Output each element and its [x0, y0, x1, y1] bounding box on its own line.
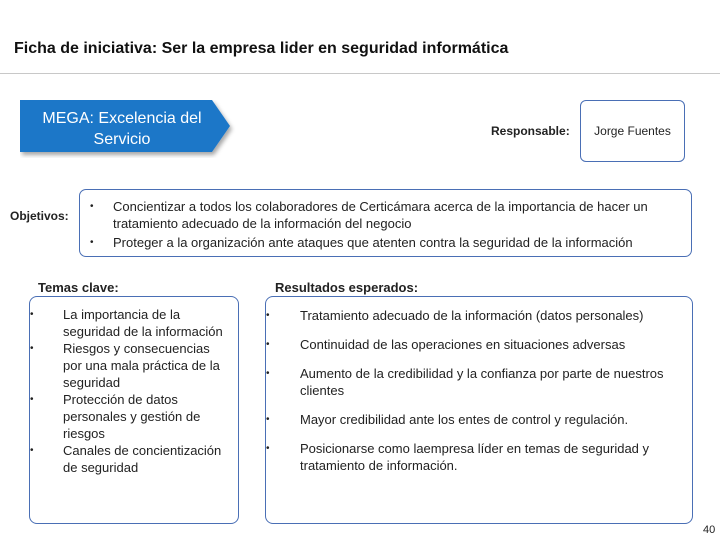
bullet-icon: • [266, 368, 270, 379]
objetivo-item [90, 234, 681, 251]
responsable-value: Jorge Fuentes [594, 124, 671, 138]
resultados-box [265, 296, 693, 524]
resultado-item [266, 307, 682, 324]
temas-label: Temas clave: [38, 280, 119, 295]
objetivo-item [90, 198, 681, 232]
responsable-label: Responsable: [491, 124, 570, 138]
tema-text: Canales de concientización de seguridad [63, 443, 222, 475]
tema-item [30, 340, 230, 391]
objetivo-text: Proteger a la organización ante ataques que atenten contra la seguridad de la información [113, 235, 633, 250]
mega-line-2: Servicio [93, 131, 151, 148]
resultados-label: Resultados esperados: [275, 280, 419, 295]
mega-line-1: MEGA: Excelencia del [42, 110, 202, 127]
bullet-icon: • [30, 445, 34, 456]
resultado-text: Tratamiento adecuado de la información (datos personales) [300, 308, 644, 323]
resultado-text: Aumento de la credibilidad y la confianza por parte de nuestros clientes [300, 366, 664, 398]
page-title: Ficha de iniciativa: Ser la empresa lider en seguridad informática [14, 40, 509, 57]
bullet-icon: • [30, 309, 34, 320]
resultado-text: Continuidad de las operaciones en situaciones adversas [300, 337, 626, 352]
bullet-icon: • [266, 414, 270, 425]
tema-text: La importancia de la seguridad de la información [63, 307, 223, 339]
bullet-icon: • [90, 237, 94, 248]
bullet-icon: • [30, 343, 34, 354]
resultado-item [266, 365, 682, 399]
bullet-icon: • [266, 310, 270, 321]
tema-item [30, 306, 230, 340]
tema-text: Riesgos y consecuencias por una mala práctica de la seguridad [63, 341, 220, 390]
resultados-list [266, 307, 682, 474]
page-number: 40 [703, 524, 716, 536]
responsable-box [580, 100, 685, 162]
bullet-icon: • [30, 394, 34, 405]
bullet-icon: • [266, 339, 270, 350]
objetivo-text: Concientizar a todos los colaboradores de Certicámara acerca de la importancia de hacer un tratamiento adecuado de la información del negocio [113, 199, 648, 231]
objetivos-list [90, 198, 681, 251]
objetivos-box [79, 189, 692, 257]
tema-text: Protección de datos personales y gestión de riesgos [63, 392, 201, 441]
resultado-item [266, 440, 682, 474]
mega-banner [20, 100, 238, 158]
resultado-text: Posicionarse como laempresa líder en temas de seguridad y tratamiento de información. [300, 441, 650, 473]
objetivos-label: Objetivos: [10, 209, 69, 223]
temas-list [30, 306, 230, 476]
bullet-icon: • [90, 201, 94, 212]
title-divider [0, 73, 720, 74]
tema-item [30, 442, 230, 476]
resultado-item [266, 336, 682, 353]
temas-box [29, 296, 239, 524]
bullet-icon: • [266, 443, 270, 454]
resultado-item [266, 411, 682, 428]
mega-label [20, 108, 224, 150]
tema-item [30, 391, 230, 442]
resultado-text: Mayor credibilidad ante los entes de control y regulación. [300, 412, 629, 427]
